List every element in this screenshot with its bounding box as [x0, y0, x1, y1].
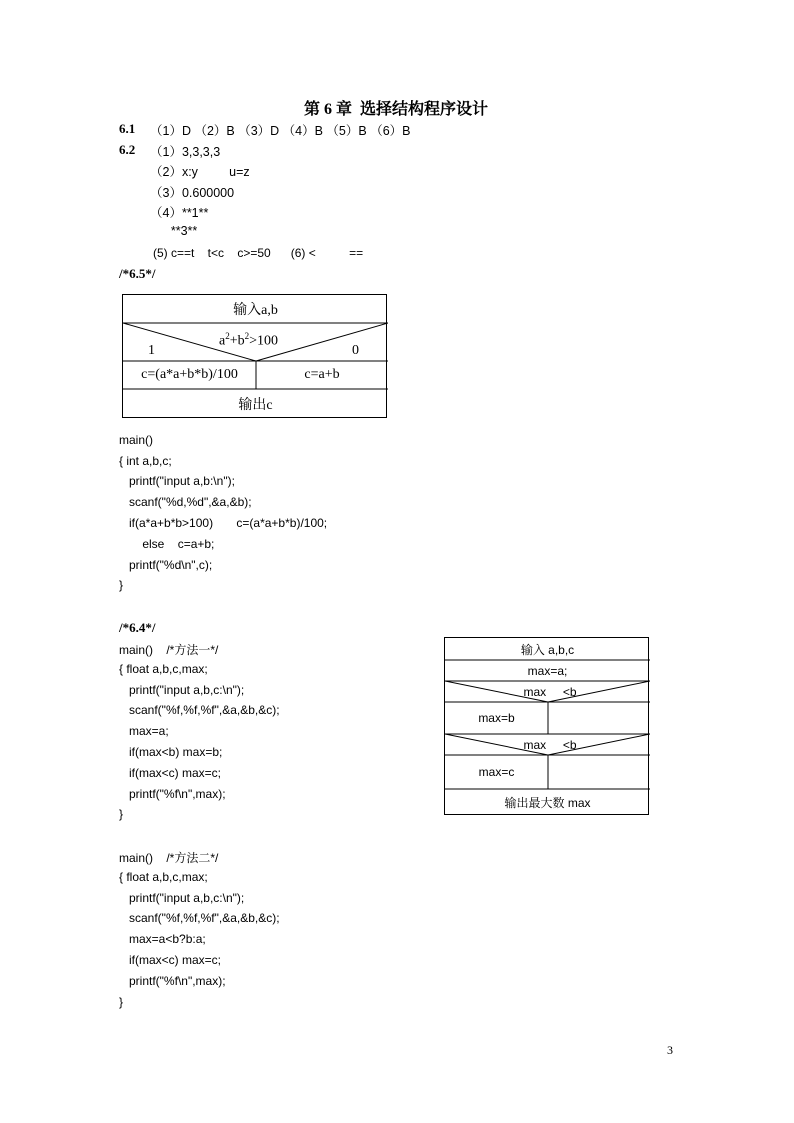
- question-6-1-number: 6.1: [119, 121, 136, 136]
- flowchart-6-5-input: 输入a,b: [233, 303, 278, 318]
- question-6-2-line-5: **3**: [150, 224, 198, 238]
- section-6-4-heading: /*6.4*/: [119, 620, 156, 635]
- question-6-2-line-4: （4）**1**: [150, 206, 209, 220]
- code-6-4-m2-line-6: if(max<c) max=c;: [119, 953, 222, 967]
- flowchart-6-5-true-branch: c=(a*a+b*b)/100: [141, 367, 238, 382]
- cond-sup-2: 2: [244, 331, 250, 341]
- flowchart-6-4-condition-1: max <b: [523, 684, 577, 699]
- cond-plus-b: +b: [229, 333, 245, 349]
- code-6-4-m2-line-8: }: [119, 995, 124, 1009]
- code-6-4-m2-line-1: main() /*方法二*/: [119, 851, 219, 865]
- code-6-4-m1-line-9: }: [119, 807, 124, 821]
- question-6-1-answers: （1）D （2）B （3）D （4）B （5）B （6）B: [150, 124, 411, 138]
- flowchart-6-4-branch-2: max=c: [478, 765, 515, 779]
- flowchart-6-4-init: max=a;: [527, 663, 568, 678]
- flowchart-6-4-input: 输入 a,b,c: [520, 642, 575, 657]
- flowchart-6-5: [122, 294, 387, 418]
- code-6-4-m2-line-3: printf("input a,b,c:\n");: [119, 891, 245, 905]
- cond-sup-1: 2: [225, 331, 230, 341]
- flowchart-6-5-false-label: 0: [352, 343, 359, 358]
- flowchart-6-4-branch-1: max=b: [478, 711, 515, 725]
- code-6-4-m2-line-4: scanf("%f,%f,%f",&a,&b,&c);: [119, 911, 280, 925]
- flowchart-6-5-false-branch: c=a+b: [304, 367, 340, 382]
- code-6-5-line-8: }: [119, 578, 124, 592]
- question-6-2-line-6: (5) c==t t<c c>=50 (6) < ==: [153, 246, 364, 260]
- code-6-4-m1-line-3: printf("input a,b,c:\n");: [119, 683, 245, 697]
- code-6-4-m1-line-7: if(max<c) max=c;: [119, 766, 222, 780]
- code-6-4-m1-line-2: { float a,b,c,max;: [119, 662, 208, 676]
- code-6-5-line-5: if(a*a+b*b>100) c=(a*a+b*b)/100;: [119, 516, 328, 530]
- code-6-4-m1-line-1: main() /*方法一*/: [119, 643, 219, 657]
- cond-tail: >100: [249, 333, 279, 349]
- code-6-5-line-2: { int a,b,c;: [119, 454, 172, 468]
- cond-a: a: [219, 333, 226, 349]
- code-6-4-m2-line-7: printf("%f\n",max);: [119, 974, 226, 988]
- section-6-5-heading: /*6.5*/: [119, 266, 156, 281]
- code-6-5-line-7: printf("%d\n",c);: [119, 558, 213, 572]
- flowchart-6-5-true-label: 1: [148, 343, 155, 358]
- flowchart-6-5-output: 输出c: [238, 398, 273, 413]
- question-6-2-line-3: （3）0.600000: [150, 186, 235, 200]
- question-6-2-line-2: （2）x:y u=z: [150, 165, 250, 179]
- code-6-4-m1-line-6: if(max<b) max=b;: [119, 745, 223, 759]
- flowchart-6-4: [444, 637, 649, 815]
- page-title: 第 6 章 选择结构程序设计: [304, 101, 489, 118]
- code-6-4-m1-line-4: scanf("%f,%f,%f",&a,&b,&c);: [119, 703, 280, 717]
- flowchart-6-5-condition: [219, 331, 278, 350]
- code-6-4-m2-line-2: { float a,b,c,max;: [119, 870, 208, 884]
- question-6-2-number: 6.2: [119, 142, 136, 157]
- code-6-4-m2-line-5: max=a<b?b:a;: [119, 932, 206, 946]
- code-6-5-line-3: printf("input a,b:\n");: [119, 474, 235, 488]
- code-6-4-m1-line-5: max=a;: [119, 724, 169, 738]
- code-6-5-line-6: else c=a+b;: [119, 537, 215, 551]
- flowchart-6-4-condition-2: max <b: [523, 737, 577, 752]
- code-6-4-m1-line-8: printf("%f\n",max);: [119, 787, 226, 801]
- page-number: 3: [667, 1043, 673, 1057]
- code-6-5-line-4: scanf("%d,%d",&a,&b);: [119, 495, 252, 509]
- question-6-2-line-1: （1）3,3,3,3: [150, 145, 221, 159]
- flowchart-6-4-output: 输出最大数 max: [504, 796, 591, 810]
- code-6-5-line-1: main(): [119, 433, 154, 447]
